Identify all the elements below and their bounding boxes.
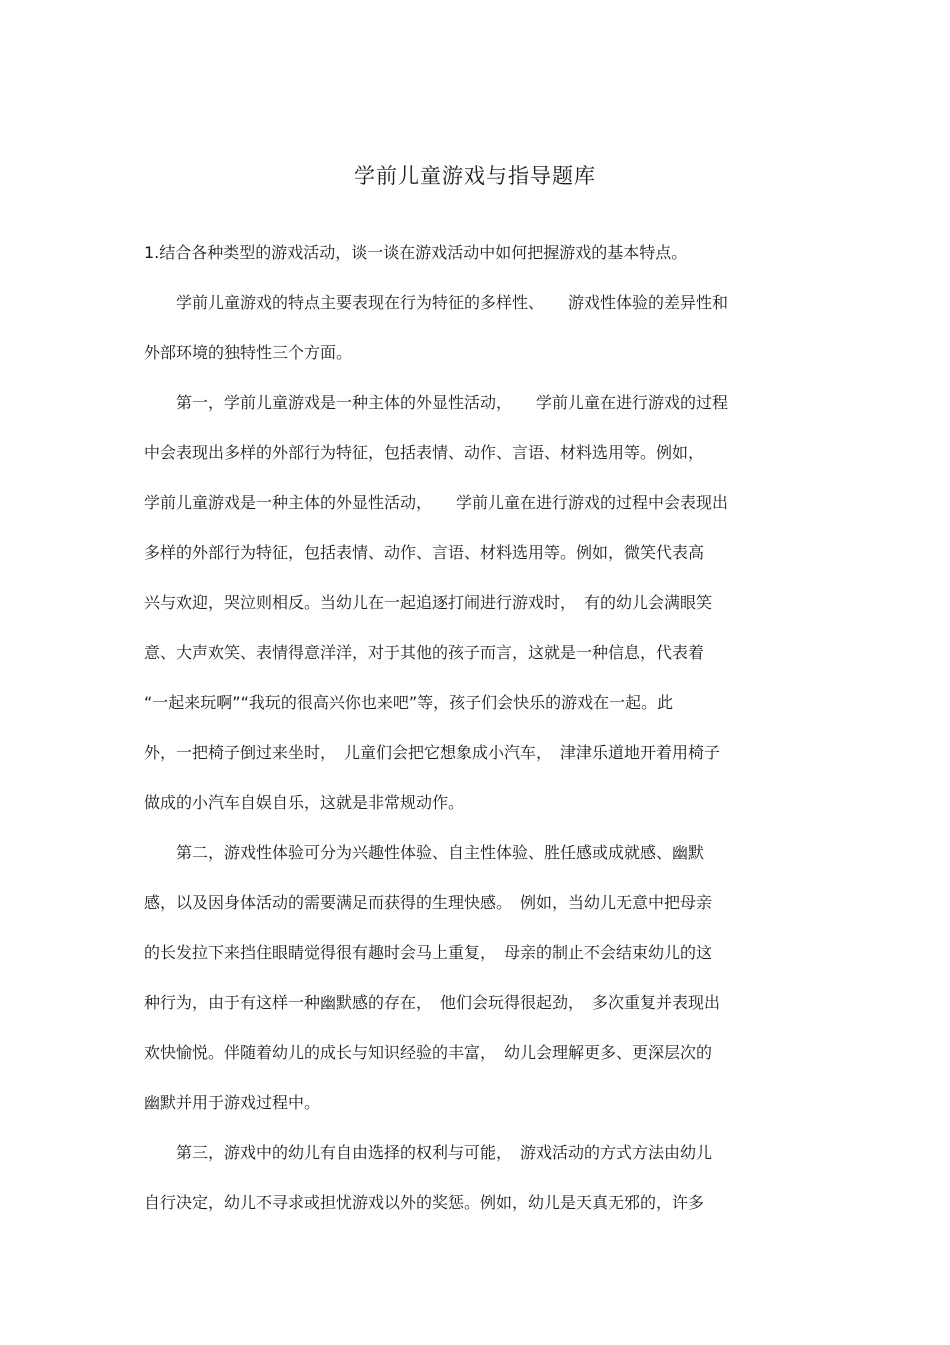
paragraph-line: 兴与欢迎，哭泣则相反。当幼儿在一起追逐打闹进行游戏时， 有的幼儿会满眼笑 — [144, 593, 713, 612]
paragraph-line: 的长发拉下来挡住眼睛觉得很有趣时会马上重复， 母亲的制止不会结束幼儿的这 — [144, 943, 713, 962]
paragraph-line: 第三，游戏中的幼儿有自由选择的权利与可能， 游戏活动的方式方法由幼儿 — [144, 1143, 713, 1162]
document-title: 学前儿童游戏与指导题库 — [354, 164, 596, 188]
paragraph-line: 欢快愉悦。伴随着幼儿的成长与知识经验的丰富， 幼儿会理解更多、更深层次的 — [144, 1043, 713, 1062]
paragraph-line: 第一，学前儿童游戏是一种主体的外显性活动， 学前儿童在进行游戏的过程 — [144, 393, 729, 412]
paragraph-line: 幽默并用于游戏过程中。 — [144, 1093, 321, 1112]
paragraph-line: 自行决定，幼儿不寻求或担忧游戏以外的奖惩。例如，幼儿是天真无邪的，许多 — [144, 1193, 705, 1212]
paragraph-line: 外，一把椅子倒过来坐时， 儿童们会把它想象成小汽车， 津津乐道地开着用椅子 — [144, 743, 721, 762]
paragraph-line: 第二，游戏性体验可分为兴趣性体验、自主性体验、胜任感或成就感、幽默 — [144, 843, 705, 862]
paragraph-line: 学前儿童游戏的特点主要表现在行为特征的多样性、 游戏性体验的差异性和 — [144, 293, 729, 312]
paragraph-line: 种行为，由于有这样一种幽默感的存在， 他们会玩得很起劲， 多次重复并表现出 — [144, 993, 721, 1012]
question-line: 1.结合各种类型的游戏活动，谈一谈在游戏活动中如何把握游戏的基本特点。 — [144, 243, 688, 262]
paragraph-line: 多样的外部行为特征，包括表情、动作、言语、材料选用等。例如，微笑代表高 — [144, 543, 705, 562]
paragraph-line: 感，以及因身体活动的需要满足而获得的生理快感。 例如，当幼儿无意中把母亲 — [144, 893, 713, 912]
paragraph-line: 做成的小汽车自娱自乐，这就是非常规动作。 — [144, 793, 465, 812]
paragraph-line: “一起来玩啊”“我玩的很高兴你也来吧”等，孩子们会快乐的游戏在一起。此 — [144, 693, 674, 712]
paragraph-line: 学前儿童游戏是一种主体的外显性活动， 学前儿童在进行游戏的过程中会表现出 — [144, 493, 729, 512]
paragraph-line: 意、大声欢笑、表情得意洋洋，对于其他的孩子而言，这就是一种信息，代表着 — [144, 643, 705, 662]
paragraph-line: 中会表现出多样的外部行为特征，包括表情、动作、言语、材料选用等。例如， — [144, 443, 705, 462]
paragraph-line: 外部环境的独特性三个方面。 — [144, 343, 353, 362]
